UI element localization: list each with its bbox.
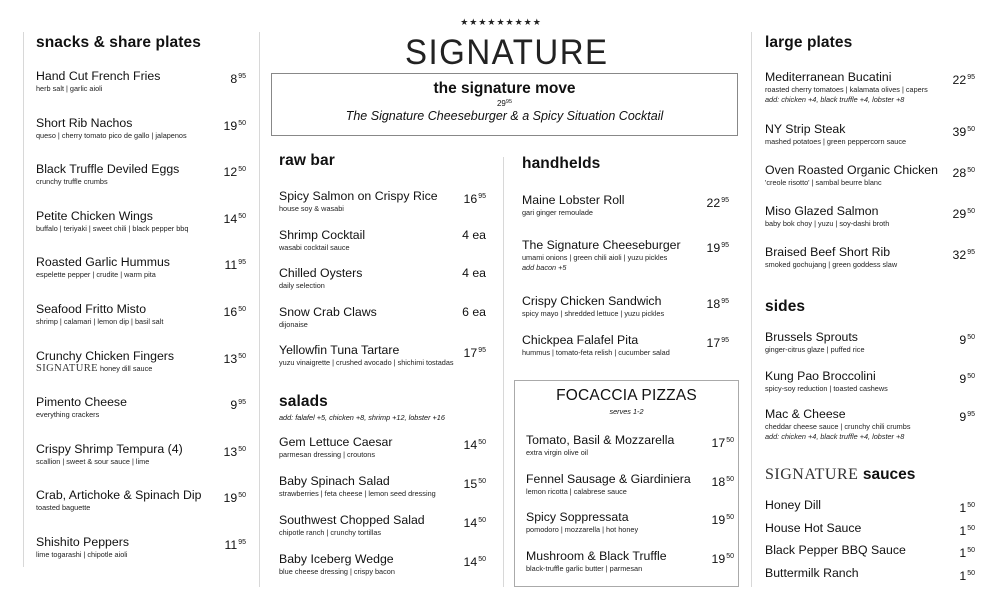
menu-item [765,521,975,544]
item-price: $13^{50}$ [223,351,246,366]
item-name: Maine Lobster Roll [522,193,625,207]
item-price: $1^{50}$ [959,501,975,515]
item-desc: chipotle ranch | crunchy tortillas [279,528,382,537]
item-price: 4 ea [462,227,486,242]
item-price: $13^{50}$ [223,444,246,459]
menu-item [765,566,975,584]
item-desc: everything crackers [36,410,100,420]
menu-item [765,70,975,122]
menu-item [765,204,975,245]
item-desc: shrimp | calamari | lemon dip | basil salt [36,316,164,326]
item-price: $11^{95}$ [224,537,246,552]
item-name: Snow Crab Claws [279,304,377,319]
item-desc: SIGNATURE honey dill sauce [36,362,153,374]
large-plates-title: large plates [765,34,853,51]
item-desc: wasabi cocktail sauce [279,242,350,252]
item-desc: espelette pepper | crudite | warm pita [36,270,156,280]
item-price: $22^{95}$ [706,196,729,210]
item-name: Buttermilk Ranch [765,565,859,580]
item-name: Miso Glazed Salmon [765,204,879,218]
item-name: Brussels Sprouts [765,330,858,344]
signature-move-price: $29^{95}$ [496,99,513,108]
menu-item [279,228,486,267]
item-desc: umami onions | green chili aioli | yuzu pickles [522,253,668,262]
menu-item [765,543,975,566]
item-price: $19^{50}$ [711,513,734,527]
item-name: Spicy Salmon on Crispy Rice [279,189,438,203]
item-name: Mediterranean Bucatini [765,70,892,84]
divider-left-center [259,32,260,587]
menu-item [279,305,486,344]
item-name: Pimento Cheese [36,395,127,410]
item-name: Black Pepper BBQ Sauce [765,543,906,557]
menu-item [279,435,486,474]
item-price: $1^{50}$ [959,568,975,583]
item-price: $1^{50}$ [959,546,975,560]
item-price: $9^{50}$ [959,333,975,347]
item-name: Black Truffle Deviled Eggs [36,162,180,177]
item-price: $9^{95}$ [959,410,975,424]
item-price: $9^{50}$ [959,371,975,386]
item-price: $19^{50}$ [711,551,734,566]
menu-item [279,189,486,228]
menu-item [522,193,729,238]
item-price: $39^{50}$ [952,125,975,139]
signature-logo-sauces: SIGNATURE [765,466,859,483]
salads-add-ons: add: falafel +5, chicken +8, shrimp +12, lobster +16 [279,413,445,422]
item-price: $12^{50}$ [223,165,246,180]
menu-item [36,488,246,535]
item-price: $17^{50}$ [711,436,734,450]
menu-item [279,266,486,305]
snacks-title: snacks & share plates [36,34,201,51]
item-desc: roasted cherry tomatoes | kalamata olives | capers [765,85,928,94]
menu-item [279,552,486,582]
item-desc: lime togarashi | chipotle aioli [36,549,128,559]
item-desc: 'creole risotto' | sambal beurre blanc [765,178,882,187]
item-desc: lemon ricotta | calabrese sauce [526,486,627,496]
item-price: $14^{50}$ [463,516,486,530]
menu-item [279,343,486,381]
item-price: $22^{95}$ [952,73,975,87]
item-desc: gari ginger remoulade [522,208,593,217]
menu-item [765,369,975,408]
divider-right-center [751,32,752,587]
item-name: Hand Cut French Fries [36,69,161,83]
item-name: Spicy Soppressata [526,510,629,524]
menu-item [36,209,246,256]
item-desc: dijonaise [279,319,308,329]
item-desc: pomodoro | mozzarella | hot honey [526,525,639,534]
snacks-section [36,34,246,582]
menu-item [765,163,975,204]
menu-item [36,255,246,302]
item-price: $18^{50}$ [711,474,734,489]
item-name: Baby Spinach Salad [279,474,390,488]
item-price: $17^{95}$ [463,346,486,360]
menu-item [279,513,486,552]
sides-title: sides [765,298,806,315]
raw-bar-section [279,152,486,381]
item-price: $15^{50}$ [463,477,486,491]
item-desc: baby bok choy | yuzu | soy-dashi broth [765,219,890,228]
divider-center [503,157,504,587]
pizzas-title: FOCACCIA PIZZAS [556,387,697,404]
item-name: Crispy Shrimp Tempura (4) [36,441,183,456]
item-name: Mac & Cheese [765,407,846,421]
item-name: Chilled Oysters [279,266,363,280]
item-price: $19^{50}$ [223,118,246,133]
item-name: Kung Pao Broccolini [765,368,876,383]
item-name: Seafood Fritto Misto [36,301,147,316]
handhelds-title: handhelds [522,155,601,172]
item-price: $14^{50}$ [463,555,486,569]
item-desc: ginger-citrus glaze | puffed rice [765,345,865,354]
menu-item [522,294,729,333]
item-price: 6 ea [462,304,486,319]
item-name: Roasted Garlic Hummus [36,255,170,270]
item-name: Short Rib Nachos [36,115,133,130]
item-add-on: add: chicken +4, black truffle +4, lobster +8 [765,432,905,441]
item-name: Baby Iceberg Wedge [279,552,394,566]
menu-item [36,535,246,582]
item-desc: extra virgin olive oil [526,448,589,457]
item-name: Tomato, Basil & Mozzarella [526,433,675,447]
menu-item [526,510,734,549]
item-price: $18^{95}$ [706,297,729,311]
item-price: $32^{95}$ [952,248,975,262]
signature-move-box [271,73,738,136]
item-desc: herb salt | garlic aioli [36,84,103,93]
item-desc: spicy mayo | shredded lettuce | yuzu pickles [522,309,665,318]
item-desc: blue cheese dressing | crispy bacon [279,567,395,576]
salads-title: salads [279,393,328,410]
item-price: $19^{95}$ [706,241,729,255]
item-price: $16^{95}$ [463,192,486,206]
item-name: Chickpea Falafel Pita [522,333,639,347]
raw-bar-title: raw bar [279,152,335,169]
item-name: The Signature Cheeseburger [522,238,681,252]
menu-item [526,472,734,511]
item-price: $8^{95}$ [230,72,246,86]
item-desc: black-truffle garlic butter | parmesan [526,563,643,573]
item-name: Fennel Sausage & Giardiniera [526,471,691,486]
item-price: $9^{95}$ [230,398,246,413]
item-name: Shishito Peppers [36,534,129,549]
item-name: Yellowfin Tuna Tartare [279,343,400,357]
pizzas-serves: serves 1-2 [609,407,644,416]
menu-item [36,349,246,396]
item-desc: spicy-soy reduction | toasted cashews [765,383,888,393]
item-price: $14^{50}$ [223,211,246,226]
menu-item [279,474,486,513]
item-price: 4 ea [462,266,486,280]
item-desc: scallion | sweet & sour sauce | lime [36,456,150,466]
sauces-section [765,466,975,584]
item-name: Gem Lettuce Caesar [279,435,393,449]
item-price: $17^{95}$ [706,336,729,350]
menu-item [36,302,246,349]
item-name: Mushroom & Black Truffle [526,548,667,563]
menu-item [36,442,246,489]
signature-logo-small: SIGNATURE [36,362,98,374]
sauces-title: sauces [862,466,916,483]
menu-item [765,122,975,163]
item-add-on: add: chicken +4, black truffle +4, lobster +8 [765,95,905,104]
signature-logo: SIGNATURE [405,31,609,72]
menu-item [765,245,975,275]
menu-item [526,549,734,579]
item-desc: yuzu vinaigrette | crushed avocado | shichimi tostadas [279,358,454,367]
header-stars: ★★★★★★★★★ [460,17,542,27]
menu-item [36,162,246,209]
item-name: Crispy Chicken Sandwich [522,294,662,308]
signature-move-description: The Signature Cheeseburger & a Spicy Situation Cocktail [345,109,664,123]
menu-item [765,330,975,369]
item-desc: crunchy truffle crumbs [36,177,108,187]
item-price: $19^{50}$ [223,491,246,506]
menu-item [36,69,246,116]
item-desc: toasted baguette [36,503,91,513]
item-add-on: add bacon +5 [522,263,567,272]
pizzas-box [514,380,739,587]
item-desc: queso | cherry tomato pico de gallo | jalapenos [36,130,187,140]
item-price: $16^{50}$ [223,304,246,319]
sides-section [765,298,975,447]
item-price: $29^{50}$ [952,207,975,221]
item-name: Oven Roasted Organic Chicken [765,163,938,177]
item-price: $1^{50}$ [959,523,975,538]
item-desc: parmesan dressing | croutons [279,450,375,459]
item-desc: buffalo | teriyaki | sweet chili | black pepper bbq [36,223,189,233]
item-desc: house soy & wasabi [279,204,344,213]
item-desc: smoked gochujang | green goddess slaw [765,260,898,269]
sauces-header [765,466,975,484]
item-name: NY Strip Steak [765,122,846,136]
menu-item [765,407,975,447]
item-desc: hummus | tomato-feta relish | cucumber salad [522,348,670,357]
menu-item [36,395,246,442]
item-name: Petite Chicken Wings [36,208,153,223]
item-name: Honey Dill [765,498,822,512]
menu-item [526,433,734,472]
handhelds-section [522,155,729,363]
item-name: Shrimp Cocktail [279,227,366,242]
item-price: $28^{50}$ [952,166,975,180]
item-desc: daily selection [279,281,325,290]
menu-item [522,333,729,363]
item-name: Crunchy Chicken Fingers [36,348,175,363]
signature-move-title: the signature move [433,80,576,97]
salads-section [279,393,486,582]
item-name: House Hot Sauce [765,520,862,535]
menu-item [522,238,729,294]
divider-left [23,32,24,567]
menu-item [36,116,246,163]
large-plates-section [765,34,975,275]
item-desc: mashed potatoes | green peppercorn sauce [765,137,907,146]
item-name: Southwest Chopped Salad [279,513,425,527]
item-name: Crab, Artichoke & Spinach Dip [36,488,202,503]
item-desc: cheddar cheese sauce | crunchy chili crumbs [765,422,911,431]
item-price: $11^{95}$ [224,258,246,273]
menu-item [765,498,975,521]
item-desc: strawberries | feta cheese | lemon seed dressing [279,489,436,498]
item-price: $14^{50}$ [463,438,486,452]
item-name: Braised Beef Short Rib [765,245,891,259]
